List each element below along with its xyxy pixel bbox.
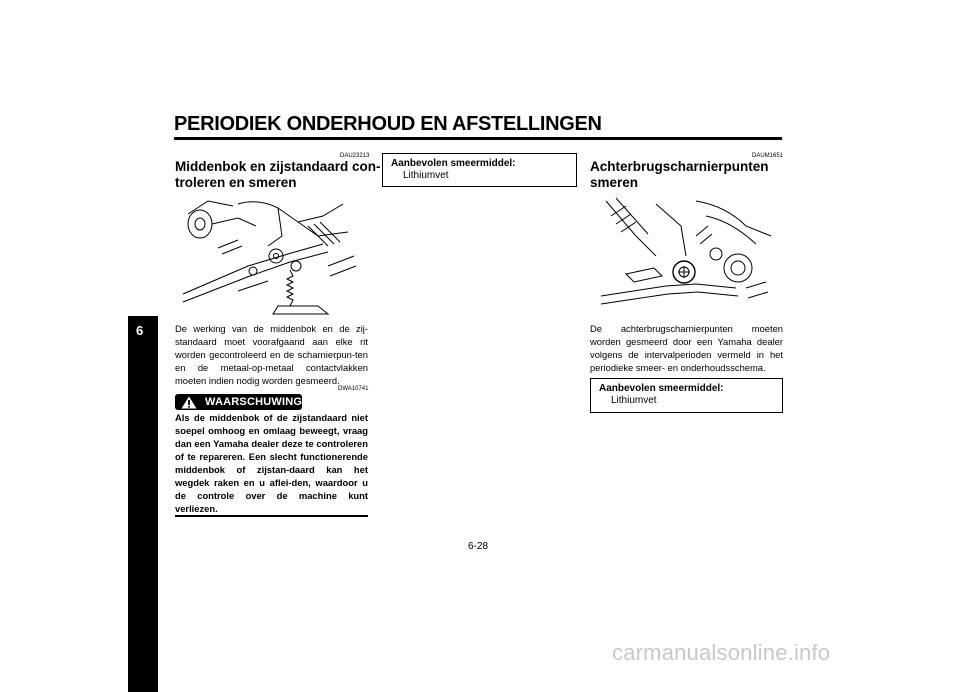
section1-code: DAU23213 xyxy=(340,153,370,159)
lubricant-box-2-title: Aanbevolen smeermiddel: xyxy=(599,383,724,394)
section2-code: DAUM1651 xyxy=(752,153,784,159)
page-number: 6-28 xyxy=(468,541,489,552)
lubricant-box-1 xyxy=(382,153,577,187)
chapter-number: 6 xyxy=(136,323,144,338)
watermark: carmanualsonline.info xyxy=(612,640,831,665)
warning-badge xyxy=(175,394,302,410)
warning-triangle-icon xyxy=(181,396,197,409)
section1-heading-line2: troleren en smeren xyxy=(175,175,297,190)
header-rule xyxy=(174,137,782,140)
chapter-tab xyxy=(128,316,158,692)
warning-code: DWA10741 xyxy=(338,386,369,392)
warning-text: Als de middenbok of de zijstandaard niet soepel omhoog en omlaag beweegt, vraag dan een Yamaha dealer deze te controleren of te repareren. Een slecht functionerende middenbok of zijstan-daard kan het wegdek raken en u aflei-den, waardoor u de controle over de machine kunt verliezen. xyxy=(175,412,368,514)
lubricant-box-2 xyxy=(590,378,783,413)
lubricant-box-2-value: Lithiumvet xyxy=(611,395,657,406)
lubricant-box-1-title: Aanbevolen smeermiddel: xyxy=(391,158,516,169)
stand-illustration xyxy=(178,196,360,318)
swingarm-pivot-illustration xyxy=(596,196,774,314)
section2-heading-line1: Achterbrugscharnierpunten xyxy=(590,159,769,174)
warning-label: WAARSCHUWING xyxy=(205,396,303,408)
section2-paragraph: De achterbrugscharnierpunten moeten worden gesmeerd door een Yamaha dealer volgens de intervalperioden vermeld in het periodieke smeer- en onderhoudsschema. xyxy=(590,323,783,373)
warning-end-rule xyxy=(175,515,368,517)
section2-heading-line2: smeren xyxy=(590,175,639,190)
section1-paragraph: De werking van de middenbok en de zij-standaard moet voorafgaand aan elke rit worden gecontroleerd en de scharnierpun-ten en de metaal-op-metaal contactvlakken moeten indien nodig worden gesmeerd. xyxy=(175,323,368,386)
section1-heading-line1: Middenbok en zijstandaard con- xyxy=(175,159,381,174)
lubricant-box-1-value: Lithiumvet xyxy=(403,170,449,181)
page-header-title: PERIODIEK ONDERHOUD EN AFSTELLINGEN xyxy=(174,113,602,135)
